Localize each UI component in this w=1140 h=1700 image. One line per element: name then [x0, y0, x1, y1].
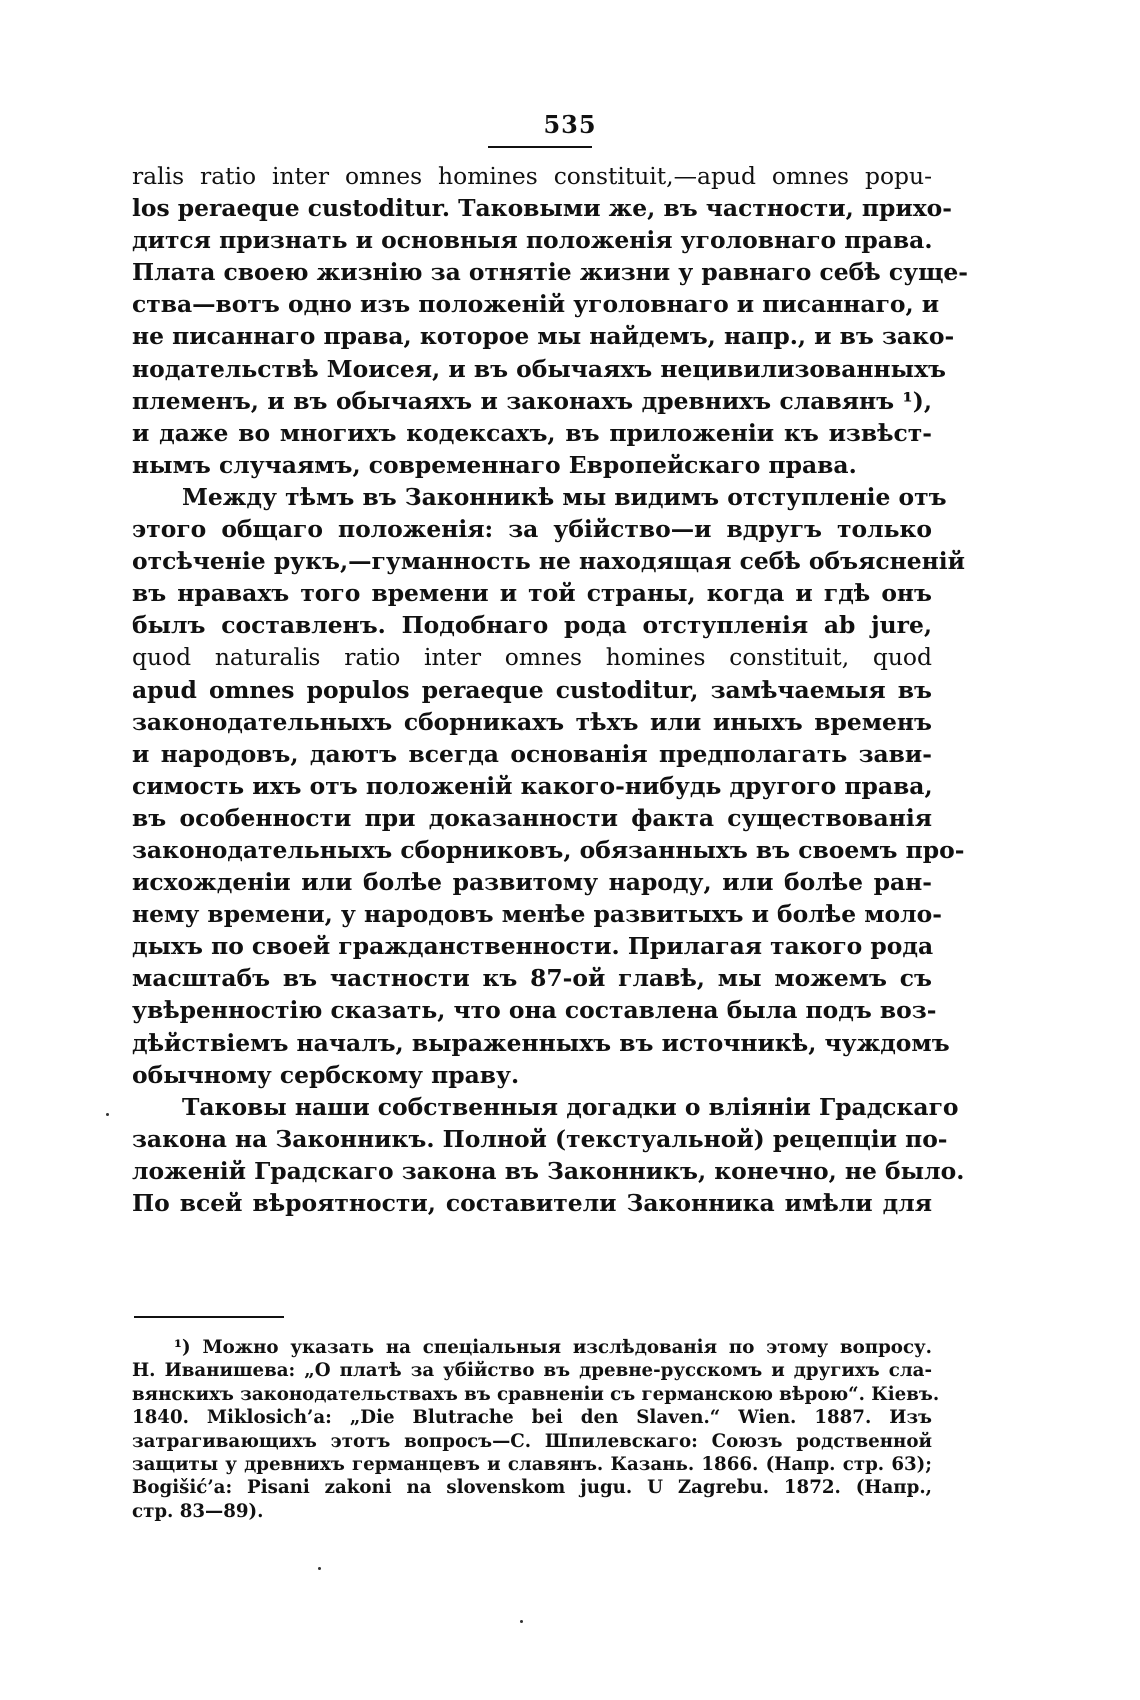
print-speck — [318, 1567, 321, 1570]
paragraph-start-line: Между тѣмъ въ Законникѣ мы видимъ отступленіе отъ — [182, 482, 947, 511]
text-line: quod naturalis ratio inter omnes homines constituit, quod — [132, 643, 932, 672]
text-line: не писаннаго права, которое мы найдемъ, напр., и въ зако- — [132, 322, 955, 351]
text-line: законодательныхъ сборникахъ тѣхъ или иныхъ временъ — [132, 707, 932, 736]
text-line: ложеній Градскаго закона въ Законникъ, конечно, не было. — [132, 1156, 965, 1185]
footnote-line: 1840. Miklosich’a: „Die Blutrache bei den Slaven.“ Wien. 1887. Изъ — [132, 1407, 932, 1429]
text-line: законодательныхъ сборниковъ, обязанныхъ въ своемъ про- — [132, 835, 965, 864]
text-line: этого общаго положенія: за убійство—и вдругъ только — [132, 515, 932, 544]
text-line: исхожденіи или болѣе развитому народу, или болѣе ран- — [132, 868, 932, 897]
text-line: племенъ, и въ обычаяхъ и законахъ древнихъ славянъ ¹), — [132, 386, 932, 415]
text-line: ства—вотъ одно изъ положеній уголовнаго и писаннаго, и — [132, 290, 940, 319]
text-line: былъ составленъ. Подобнаго рода отступленія ab jure, — [132, 611, 932, 640]
footnote-line: затрагивающихъ этотъ вопросъ—С. Шпилевскаго: Союзъ родственной — [132, 1430, 932, 1452]
text-line: По всей вѣроятности, составители Законника имѣли для — [132, 1189, 932, 1217]
page-number: 535 — [543, 110, 597, 139]
text-line: симость ихъ отъ положеній какого-нибудь другого права, — [132, 771, 933, 800]
text-line: увѣренностію сказать, что она составлена была подъ воз- — [132, 996, 937, 1025]
text-line: Плата своею жизнію за отнятіе жизни у равнаго себѣ суще- — [132, 258, 968, 287]
text-line: масштабъ въ частности къ 87-ой главѣ, мы можемъ съ — [132, 964, 932, 993]
text-line: обычному сербскому праву. — [132, 1060, 520, 1089]
footnotes — [132, 1336, 940, 1523]
print-speck — [520, 1620, 523, 1623]
text-line: въ особенности при доказанности факта существованія — [132, 803, 932, 832]
text-line: los peraeque custoditur. Таковыми же, въ частности, прихо- — [132, 194, 952, 223]
footnote-line: Н. Иванишева: „О платѣ за убійство въ древне-русскомъ и другихъ сла- — [132, 1360, 932, 1382]
text-line: apud omnes populos peraeque custoditur, замѣчаемыя въ — [132, 675, 932, 704]
footnote-rule — [134, 1316, 284, 1318]
body-text — [132, 160, 968, 1219]
footnote-line: защиты у древнихъ германцевъ и славянъ. Казань. 1866. (Напр. стр. 63); — [132, 1454, 932, 1476]
footnote-line: вянскихъ законодательствахъ въ сравненіи съ германскою вѣрою“. Кіевъ. — [132, 1383, 940, 1405]
text-line: нымъ случаямъ, современнаго Европейскаго права. — [132, 450, 857, 479]
text-line: ralis ratio inter omnes homines constituit,—apud omnes popu- — [132, 162, 932, 190]
footnote-line: стр. 83—89). — [132, 1500, 264, 1522]
text-line: закона на Законникъ. Полной (текстуальной) рецепціи по- — [132, 1124, 948, 1153]
text-line: дѣйствіемъ началъ, выраженныхъ въ источникѣ, чуждомъ — [132, 1028, 950, 1057]
text-line: и даже во многихъ кодексахъ, въ приложеніи къ извѣст- — [132, 418, 932, 447]
text-line: дыхъ по своей гражданственности. Прилагая такого рода — [132, 932, 934, 961]
text-line: въ нравахъ того времени и той страны, когда и гдѣ онъ — [132, 579, 932, 608]
text-line: отсѣченіе рукъ,—гуманность не находящая себѣ объясненій — [132, 547, 965, 576]
footnote-line: ¹) Можно указать на спеціальныя изслѣдованія по этому вопросу. — [174, 1337, 932, 1358]
paragraph-start-line: Таковы наши собственныя догадки о вліяніи Градскаго — [182, 1092, 959, 1121]
text-line: и народовъ, даютъ всегда основанія предполагать зави- — [132, 739, 932, 768]
page-number-rule — [488, 146, 592, 148]
text-line: дится признать и основныя положенія уголовнаго права. — [132, 226, 933, 255]
text-line: нему времени, у народовъ менѣе развитыхъ и болѣе моло- — [132, 900, 942, 929]
print-speck — [106, 1113, 109, 1116]
footnote-line: Bogišić’a: Pisani zakoni na slovenskom jugu. U Zagrebu. 1872. (Напр., — [132, 1477, 932, 1499]
text-line: нодательствѣ Моисея, и въ обычаяхъ нецивилизованныхъ — [132, 354, 946, 383]
